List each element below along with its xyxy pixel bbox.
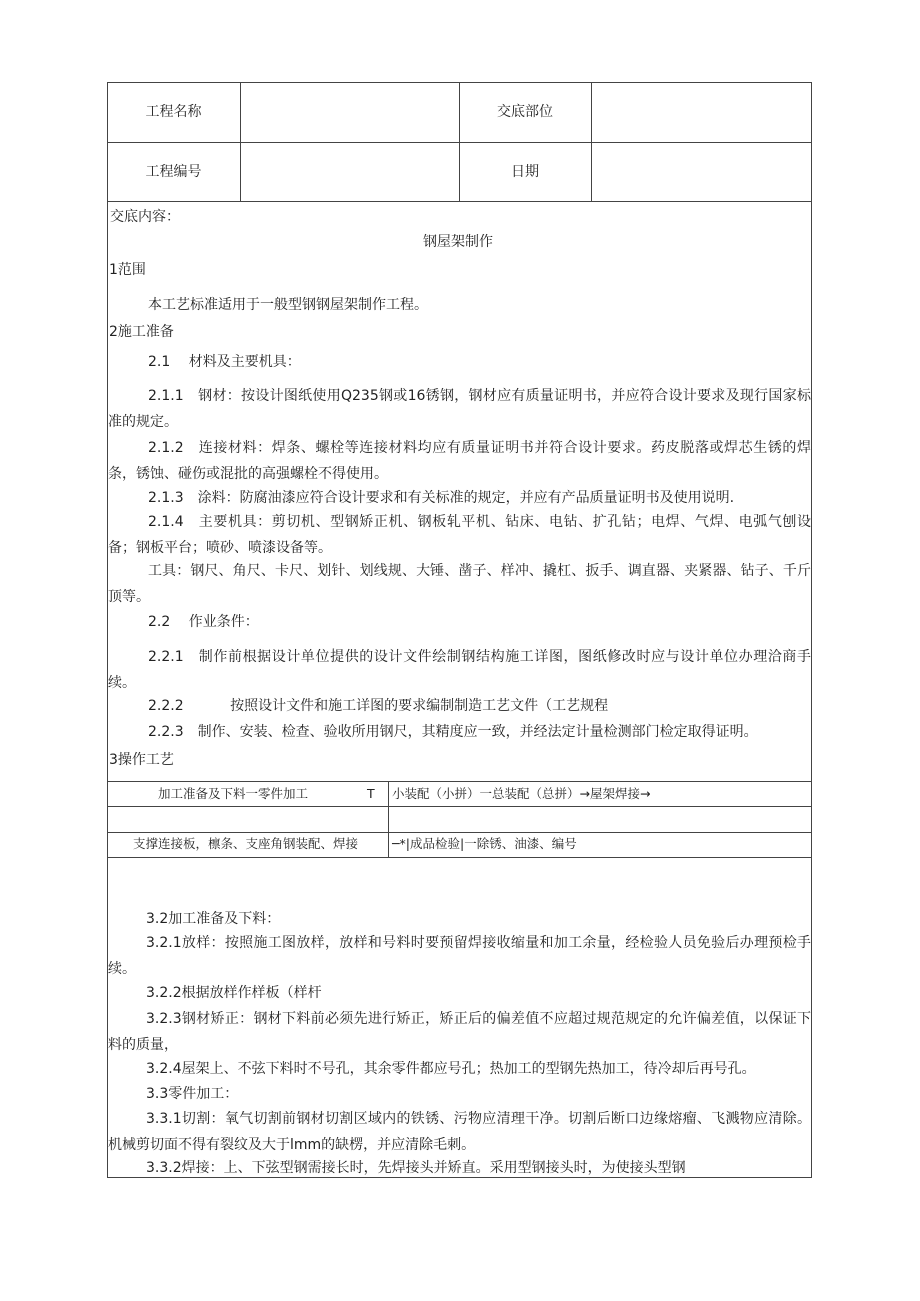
flow-divider: [388, 781, 389, 857]
flow-step-preparation: 加工准备及下料一零件加工: [158, 786, 309, 801]
header-col-3: [591, 82, 592, 201]
flow-line-2: [107, 806, 812, 807]
header-col-1: [240, 82, 241, 201]
section-2-heading: 2施工准备: [109, 324, 174, 340]
section-3-2: 3.2加工准备及下料：: [146, 911, 281, 927]
header-divider-2: [107, 201, 812, 202]
section-2-1-2: 2.1.2 连接材料：焊条、螺栓等连接材料均应有质量证明书并符合设计要求。药皮脱落或焊芯生锈的焊条，锈蚀、碰伤或混批的高强螺栓不得使用。: [108, 440, 811, 482]
header-col-2: [459, 82, 460, 201]
section-2-1-4: 2.1.4 主要机具：剪切机、型钢矫正机、钢板轧平机、钻床、电钻、扩孔钻；电焊、气焊、电弧气刨设备；钢板平台；喷砂、喷漆设备等。: [108, 514, 811, 556]
section-2-2-2: 2.2.2 按照设计文件和施工详图的要求编制制造工艺文件（工艺规程: [148, 698, 609, 714]
content-label: 交底内容：: [110, 209, 180, 225]
section-2-2-3: 2.2.3 制作、安装、检查、验收所用钢尺，其精度应一致，并经法定计量检测部门检定取得证明。: [148, 724, 758, 740]
project-name-label: 工程名称: [145, 104, 202, 120]
section-3-3-1: 3.3.1切割：氧气切割前钢材切割区域内的铁锈、污物应清理干净。切割后断口边缘熔瘤、飞溅物应清除。机械剪切面不得有裂纹及大于lmm的缺楞，并应清除毛刺。: [108, 1111, 811, 1153]
flow-mark-t: T: [367, 786, 375, 801]
handover-part-label: 交底部位: [497, 104, 553, 120]
section-2-2: 2.2 作业条件：: [148, 614, 259, 630]
section-3-3: 3.3零件加工：: [146, 1086, 239, 1102]
flow-step-support: 支撑连接板，檩条、支座角钢装配、焊接: [133, 836, 359, 851]
flow-step-inspection: ─*|成品检验|一除锈、油漆、编号: [392, 836, 577, 851]
document-title: 钢屋架制作: [423, 234, 493, 250]
tools-paragraph: 工具：钢尺、角尺、卡尺、划针、划线规、大锤、凿子、样冲、撬杠、扳手、调直器、夹紧器、钻子、千斤顶等。: [108, 563, 811, 605]
section-3-2-3: 3.2.3钢材矫正：钢材下料前必须先进行矫正，矫正后的偏差值不应超过规范规定的允许偏差值，以保证下料的质量，: [108, 1011, 811, 1053]
section-1-heading: 1范围: [109, 262, 146, 278]
section-3-heading: 3操作工艺: [109, 752, 174, 768]
project-number-label: 工程编号: [145, 164, 202, 180]
section-2-2-1: 2.2.1 制作前根据设计单位提供的设计文件绘制钢结构施工详图，图纸修改时应与设计单位办理洽商手续。: [108, 649, 811, 691]
section-1-paragraph: 本工艺标准适用于一般型钢钢屋架制作工程。: [148, 297, 428, 313]
section-3-2-1: 3.2.1放样：按照施工图放样，放样和号料时要预留焊接收缩量和加工余量，经检验人员免验后办理预检手续。: [108, 935, 811, 977]
section-2-1: 2.1 材料及主要机具：: [148, 354, 301, 370]
section-2-1-1: 2.1.1 钢材：按设计图纸使用Q235钢或16锈钢，钢材应有质量证明书，并应符合设计要求及现行国家标准的规定。: [108, 388, 811, 430]
section-3-3-2: 3.3.2焊接：上、下弦型钢需接长时，先焊接头并矫直。采用型钢接头时，为使接头型钢: [146, 1160, 686, 1176]
flow-line-4: [107, 857, 812, 858]
flow-line-3: [107, 832, 812, 833]
flow-step-assembly: 小装配（小拼）一总装配（总拼）→屋架焊接→: [392, 786, 651, 801]
section-2-1-3: 2.1.3 涂料：防腐油漆应符合设计要求和有关标准的规定，并应有产品质量证明书及使用说明.: [148, 490, 735, 506]
section-3-2-2: 3.2.2根据放样作样板（样杆: [146, 985, 322, 1001]
section-3-2-4: 3.2.4屋架上、不弦下料时不号孔，其余零件都应号孔；热加工的型钢先热加工，待冷却后再号孔。: [146, 1061, 756, 1077]
date-label: 日期: [511, 164, 539, 180]
flow-line-1: [107, 781, 812, 782]
